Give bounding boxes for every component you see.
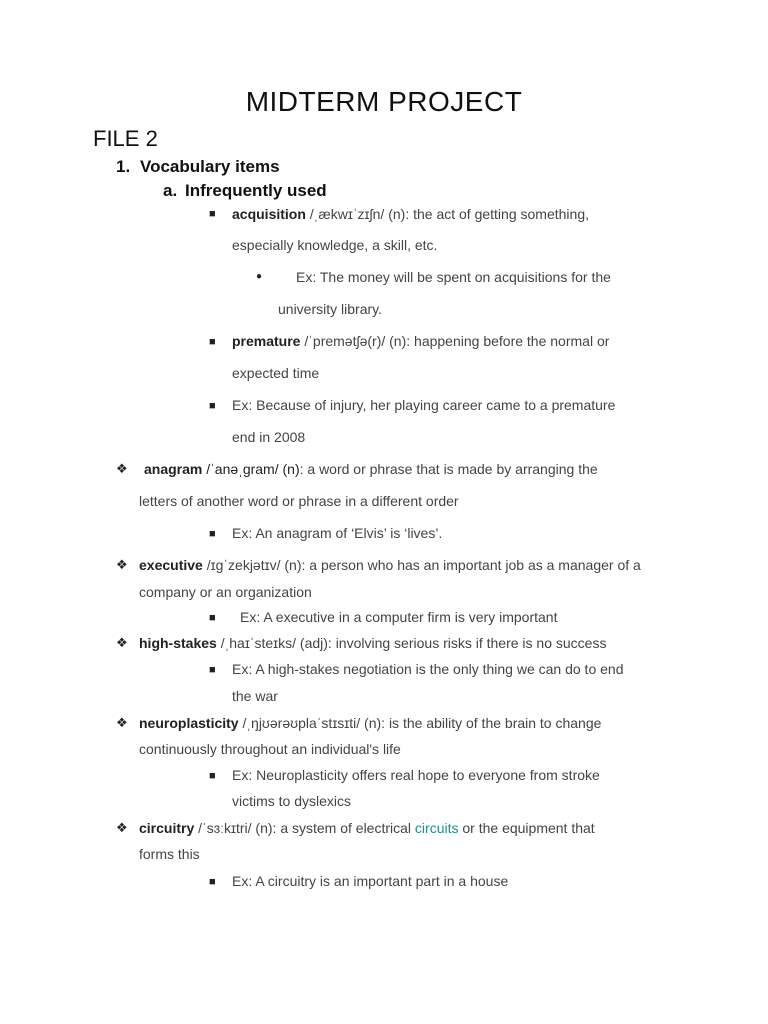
definition-text: /ˈsɜːkɪtri/ (n): a system of electrical — [194, 820, 415, 836]
diamond-bullet-icon: ❖ — [116, 461, 128, 476]
entry-acquisition-definition — [232, 206, 589, 222]
diamond-bullet-icon: ❖ — [116, 820, 128, 835]
entry-circuitry-definition-cont: forms this — [139, 846, 200, 862]
square-bullet-icon: ■ — [209, 400, 216, 412]
entry-word: neuroplasticity — [139, 715, 239, 731]
entry-executive-definition — [139, 557, 641, 573]
diamond-bullet-icon: ❖ — [116, 715, 128, 730]
entry-premature-example: Ex: Because of injury, her playing career came to a premature — [232, 397, 616, 413]
entry-neuroplasticity-example: Ex: Neuroplasticity offers real hope to everyone from stroke — [232, 767, 600, 783]
square-bullet-icon: ■ — [209, 612, 216, 624]
definition-text: /ˌhaɪˈsteɪks/ (adj): involving serious risks if there is no success — [216, 635, 607, 651]
entry-premature-example-cont: end in 2008 — [232, 429, 306, 445]
subsection-label: Infrequently used — [185, 181, 327, 200]
entry-circuitry-definition — [139, 820, 595, 836]
definition-text: /ˌækwɪˈzɪʃn/ (n): the act of getting something, — [305, 206, 589, 222]
subsection-letter: a. — [163, 181, 178, 200]
square-bullet-icon: ■ — [209, 770, 216, 782]
entry-high-stakes-example: Ex: A high-stakes negotiation is the only thing we can do to end — [232, 661, 624, 677]
entry-anagram-definition-cont: letters of another word or phrase in a different order — [139, 493, 459, 509]
entry-executive-definition-cont: company or an organization — [139, 584, 312, 600]
entry-executive-example: Ex: A executive in a computer firm is very important — [240, 609, 558, 625]
entry-neuroplasticity-example-cont: victims to dyslexics — [232, 793, 352, 809]
entry-acquisition-definition-cont: especially knowledge, a skill, etc. — [232, 237, 438, 253]
entry-word: premature — [232, 333, 301, 349]
definition-text: /ɪɡˈzekjətɪv/ (n): a person who has an important job as a manager of a — [202, 557, 641, 573]
subsection-heading — [163, 181, 327, 201]
entry-word: acquisition — [232, 206, 306, 222]
circuits-link[interactable]: circuits — [414, 820, 459, 836]
entry-high-stakes-definition — [139, 635, 606, 651]
entry-premature-definition — [232, 333, 609, 349]
section-number: 1. — [116, 157, 131, 176]
entry-acquisition-example-cont: university library. — [278, 301, 382, 317]
square-bullet-icon: ■ — [209, 876, 216, 888]
entry-word: circuitry — [139, 820, 195, 836]
square-bullet-icon: ■ — [209, 208, 216, 220]
definition-text: : a word or phrase that is made by arranging the — [299, 461, 598, 477]
entry-word: executive — [139, 557, 203, 573]
definition-text-after: or the equipment that — [458, 820, 595, 836]
section-heading — [116, 157, 280, 177]
diamond-bullet-icon: ❖ — [116, 557, 128, 572]
entry-neuroplasticity-definition — [139, 715, 601, 731]
page-title: MIDTERM PROJECT — [245, 86, 523, 117]
entry-high-stakes-example-cont: the war — [232, 688, 278, 704]
entry-neuroplasticity-definition-cont: continuously throughout an individual's life — [139, 741, 401, 757]
square-bullet-icon: ■ — [209, 336, 216, 348]
entry-circuitry-example: Ex: A circuitry is an important part in a house — [232, 873, 509, 889]
definition-text: /ˌŋjʊərəʊplaˈstɪsɪti/ (n): is the ability of the brain to change — [238, 715, 602, 731]
entry-anagram-definition — [144, 461, 598, 477]
entry-acquisition-example: Ex: The money will be spent on acquisitions for the — [296, 269, 611, 285]
entry-word: anagram — [144, 461, 203, 477]
file-heading: FILE 2 — [93, 126, 158, 151]
entry-premature-definition-cont: expected time — [232, 365, 320, 381]
entry-anagram-example: Ex: An anagram of ‘Elvis’ is ‘lives’. — [232, 525, 443, 541]
entry-phonetic: /ˈanəˌɡram/ (n) — [202, 461, 300, 477]
entry-word: high-stakes — [139, 635, 217, 651]
section-label: Vocabulary items — [140, 157, 280, 176]
definition-text: /ˈpremətʃə(r)/ (n): happening before the normal or — [300, 333, 610, 349]
square-bullet-icon: ■ — [209, 528, 216, 540]
dot-bullet-icon: ● — [256, 271, 263, 282]
diamond-bullet-icon: ❖ — [116, 635, 128, 650]
square-bullet-icon: ■ — [209, 664, 216, 676]
